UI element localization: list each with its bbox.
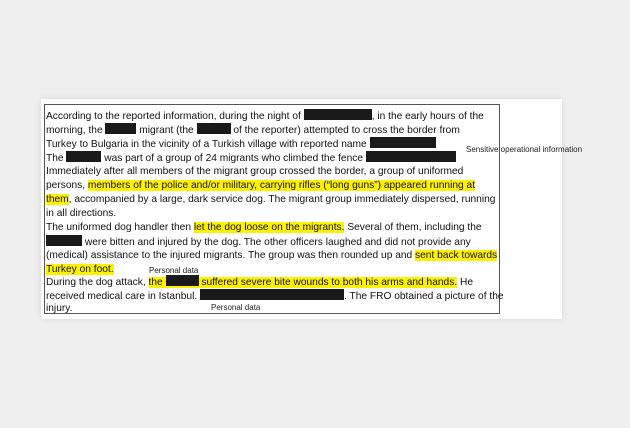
highlighted-text: the suffered severe bite wounds to both his arms and hands. <box>148 277 458 288</box>
redaction-bar <box>105 123 136 134</box>
highlighted-text: members of the police and/or military, carrying rifles (“long guns”) appeared running at <box>87 180 476 191</box>
text-line-4: The was part of a group of 24 migrants who climbed the fence <box>46 151 456 165</box>
text-line-8: in all directions. <box>46 208 117 219</box>
redaction-bar <box>304 109 372 120</box>
redaction-bar <box>166 275 199 286</box>
text-line-5: Immediately after all members of the migrant group crossed the border, a group of uniformed <box>46 166 464 177</box>
text-line-7: them, accompanied by a large, dark service dog. The migrant group immediately dispersed, running <box>46 194 496 205</box>
text-line-2: morning, the migrant (the of the reporter) attempted to cross the border from <box>46 125 460 136</box>
personal-data-annotation: Personal data <box>149 266 199 275</box>
redaction-bar <box>200 289 344 300</box>
text-line-3: Turkey to Bulgaria in the vicinity of a Turkish village with reported name <box>46 137 436 151</box>
redaction-bar <box>370 137 436 148</box>
highlighted-text: sent back towards <box>415 250 498 261</box>
redaction-bar <box>46 235 82 246</box>
highlighted-text: Turkey on foot. <box>46 264 114 275</box>
redaction-bar <box>66 151 101 162</box>
sensitive-info-annotation: Sensitive operational information <box>466 145 583 154</box>
text-line-10: were bitten and injured by the dog. The other officers laughed and did not provide any <box>46 235 471 249</box>
text-line-13: During the dog attack, the suffered severe bite wounds to both his arms and hands. He <box>46 277 473 288</box>
text-line-14: received medical care in Istanbul. . The FRO obtained a picture of the <box>46 291 504 302</box>
text-line-1: According to the reported information, during the night of , in the early hours of the <box>46 111 484 122</box>
highlighted-text: let the dog loose on the migrants. <box>193 222 345 233</box>
text-line-11: (medical) assistance to the injured migrants. The group was then rounded up and sent back towards <box>46 250 498 261</box>
personal-data-annotation: Personal data <box>211 303 261 312</box>
text-line-9: The uniformed dog handler then let the dog loose on the migrants. Several of them, including the <box>46 222 482 233</box>
redaction-bar <box>366 151 456 162</box>
text-line-15: injury. <box>46 303 73 314</box>
highlighted-text: them <box>46 194 69 205</box>
text-line-6: persons, members of the police and/or military, carrying rifles (“long guns”) appeared running at <box>46 180 476 191</box>
redaction-bar <box>197 123 231 134</box>
